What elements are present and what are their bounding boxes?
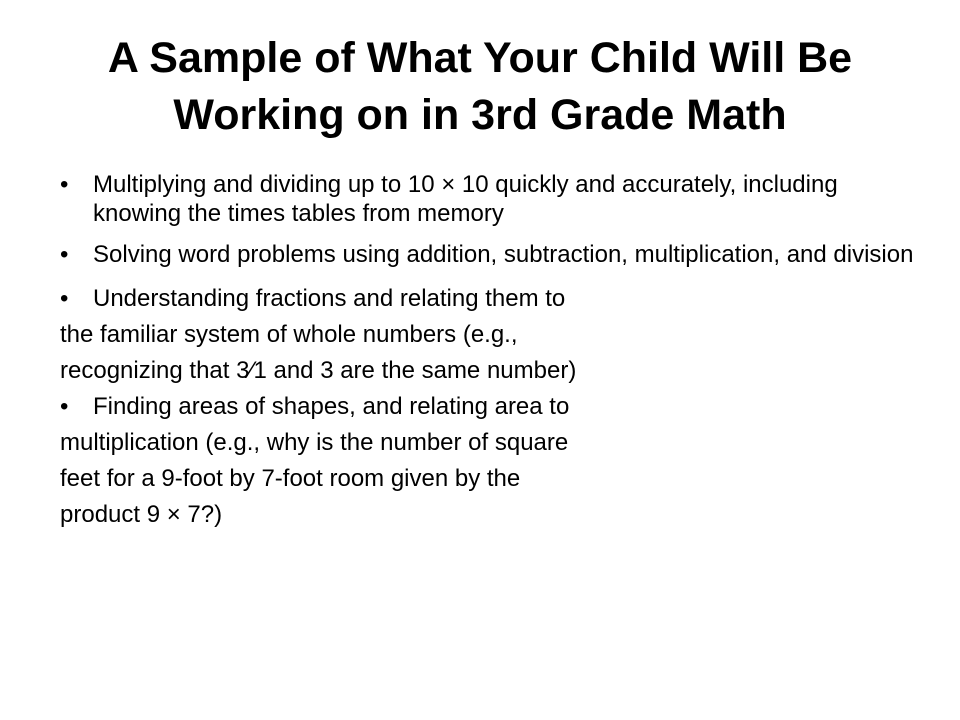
bullet-dot: • bbox=[60, 285, 69, 312]
continuation-line: recognizing that 3⁄1 and 3 are the same number) bbox=[60, 357, 577, 384]
continuation-line: multiplication (e.g., why is the number of square bbox=[60, 429, 569, 456]
bullet-dot: • bbox=[60, 393, 69, 420]
continuation-line: product 9 × 7?) bbox=[60, 501, 223, 528]
continuation-line: the familiar system of whole numbers (e.g., bbox=[60, 321, 518, 348]
bullet-item bbox=[60, 170, 920, 228]
continuation-line: feet for a 9-foot by 7-foot room given by the bbox=[60, 465, 521, 492]
slide-body bbox=[60, 170, 920, 533]
bullet-text: Finding areas of shapes, and relating area to bbox=[93, 393, 570, 420]
bullet-text: Understanding fractions and relating them to bbox=[93, 285, 566, 312]
bullet-item bbox=[60, 240, 920, 269]
bullet-text: Solving word problems using addition, subtraction, multiplication, and division bbox=[93, 241, 914, 268]
bullet-item bbox=[60, 281, 920, 317]
title-line-2: Working on in 3rd Grade Math bbox=[173, 91, 787, 139]
bullet-item bbox=[60, 389, 920, 425]
slide-title bbox=[60, 30, 900, 144]
title-line-1: A Sample of What Your Child Will Be bbox=[107, 34, 853, 82]
bullet-dot: • bbox=[60, 171, 69, 198]
bullet-text: Multiplying and dividing up to 10 × 10 quickly and accurately, including knowing the times tables from memory bbox=[93, 171, 838, 227]
bullet-dot: • bbox=[60, 241, 69, 268]
